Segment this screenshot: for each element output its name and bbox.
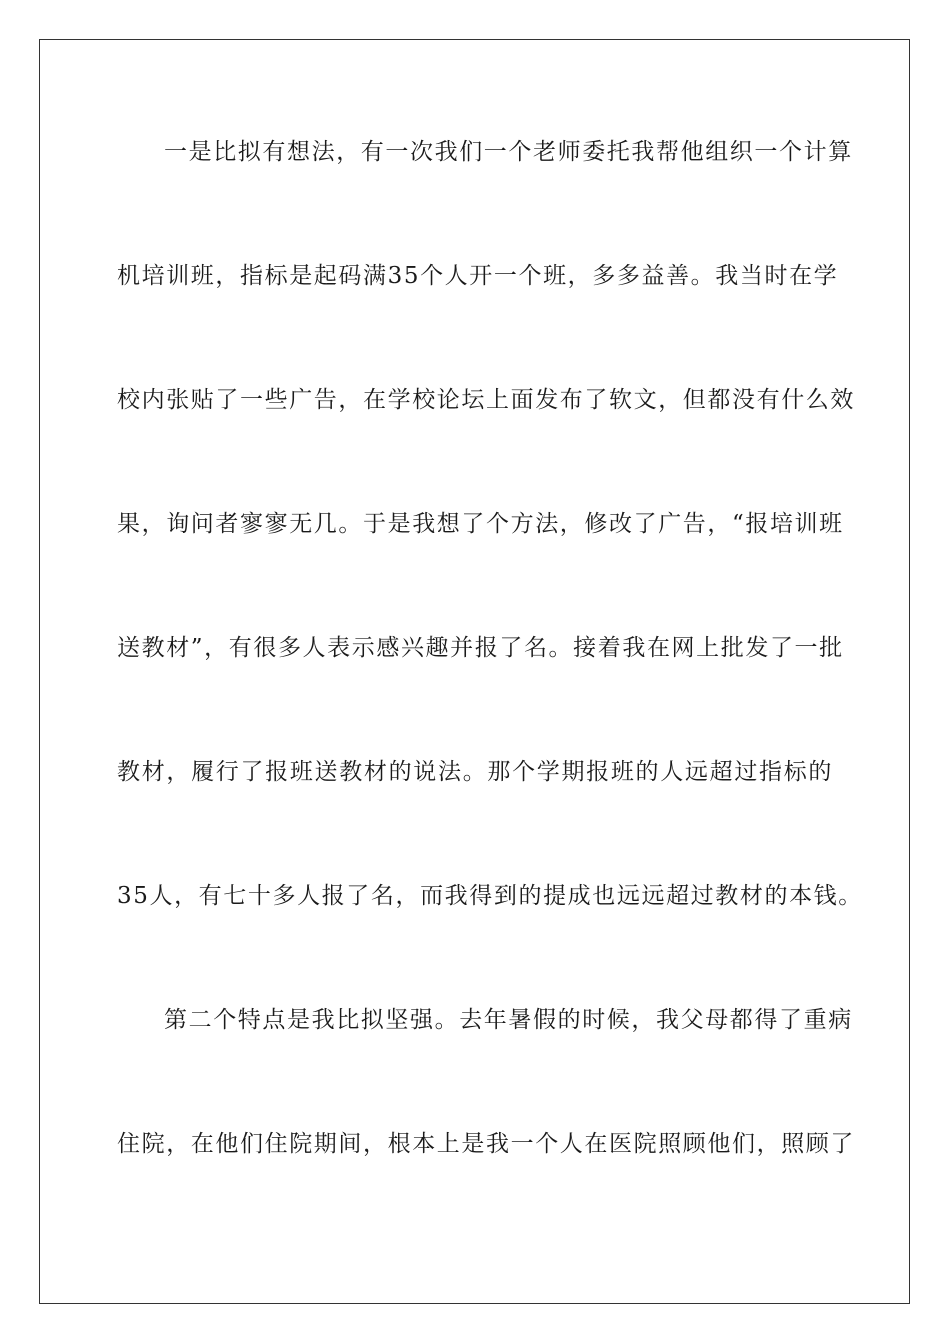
page-border: [39, 39, 910, 1304]
paragraph-1-line-3: 校内张贴了一些广告，在学校论坛上面发布了软文，但都没有什么效: [117, 387, 855, 413]
paragraph-2-line-1: 第二个特点是我比拟坚强。去年暑假的时候，我父母都得了重病: [164, 1007, 853, 1033]
paragraph-1-line-4: 果，询问者寥寥无几。于是我想了个方法，修改了广告，“报培训班: [117, 511, 844, 537]
paragraph-1-line-2: 机培训班，指标是起码满35个人开一个班，多多益善。我当时在学: [117, 263, 839, 289]
paragraph-1-line-7: 35人，有七十多人报了名，而我得到的提成也远远超过教材的本钱。: [117, 883, 863, 909]
paragraph-1-line-5: 送教材”，有很多人表示感兴趣并报了名。接着我在网上批发了一批: [117, 635, 844, 661]
paragraph-2-line-2: 住院，在他们住院期间，根本上是我一个人在医院照顾他们，照顾了: [117, 1131, 855, 1157]
paragraph-1-line-1: 一是比拟有想法，有一次我们一个老师委托我帮他组织一个计算: [164, 139, 853, 165]
paragraph-1-line-6: 教材，履行了报班送教材的说法。那个学期报班的人远超过指标的: [117, 759, 833, 785]
